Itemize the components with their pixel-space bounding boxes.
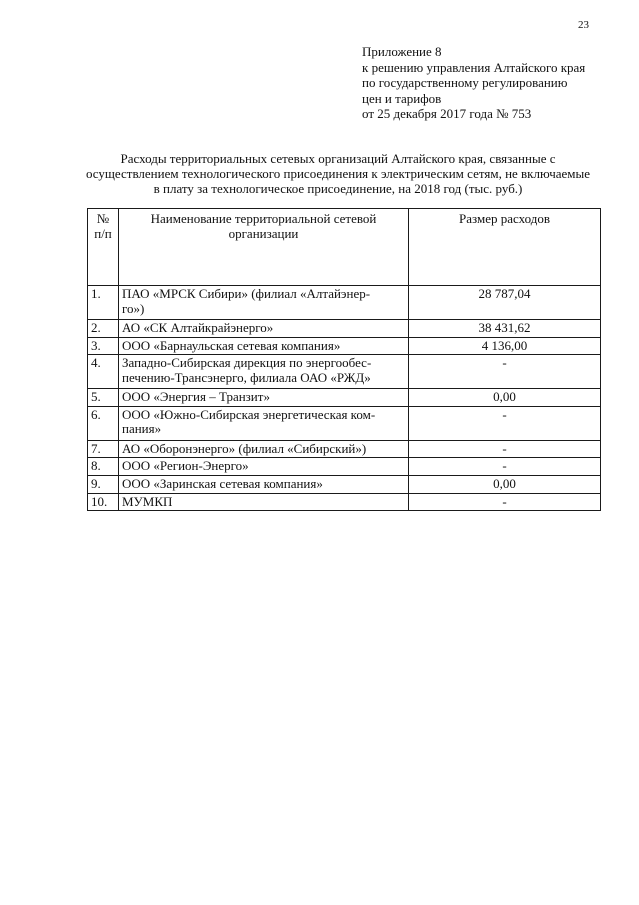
row-number: 2.	[88, 320, 119, 338]
row-organization: ООО «Заринская сетевая компания»	[119, 475, 409, 493]
row-number: 5.	[88, 389, 119, 407]
row-number: 7.	[88, 440, 119, 458]
table-header-row	[88, 209, 601, 286]
row-cost: 0,00	[409, 389, 601, 407]
row-organization-line: ООО «Южно-Сибирская энергетическая ком-	[122, 406, 376, 422]
row-organization-line: Западно-Сибирская дирекция по энергообес-	[122, 355, 372, 371]
row-number: 9.	[88, 475, 119, 493]
table-row	[88, 337, 601, 355]
row-number: 1.	[88, 286, 119, 320]
header-number	[88, 209, 119, 286]
page-number: 23	[578, 19, 589, 31]
row-organization: ООО «Регион-Энерго»	[119, 458, 409, 476]
row-organization-line: го»)	[122, 300, 145, 316]
row-number: 10.	[88, 493, 119, 511]
row-organization: АО «Оборонэнерго» (филиал «Сибирский»)	[119, 440, 409, 458]
row-cost: 4 136,00	[409, 337, 601, 355]
title-line: осуществлением технологического присоединения к электрическим сетям, не включаемые	[85, 165, 591, 181]
row-organization: ООО «Барнаульская сетевая компания»	[119, 337, 409, 355]
row-cost: 0,00	[409, 475, 601, 493]
row-number: 8.	[88, 458, 119, 476]
document-title	[78, 152, 598, 196]
row-number: 3.	[88, 337, 119, 355]
table-row	[88, 355, 601, 389]
row-organization-line: пания»	[122, 421, 162, 437]
row-cost: -	[409, 406, 601, 440]
header-number-line: п/п	[94, 225, 112, 241]
appendix-line: цен и тарифов	[362, 90, 442, 106]
row-number: 6.	[88, 406, 119, 440]
row-cost: 38 431,62	[409, 320, 601, 338]
table-row	[88, 406, 601, 440]
header-organization	[119, 209, 409, 286]
row-organization: ООО «Энергия – Транзит»	[119, 389, 409, 407]
appendix-line: к решению управления Алтайского края	[362, 59, 586, 75]
costs-table	[87, 208, 601, 511]
table-row	[88, 440, 601, 458]
table-row	[88, 475, 601, 493]
header-number-line: №	[96, 211, 110, 226]
table-row	[88, 286, 601, 320]
table-row	[88, 458, 601, 476]
appendix-line: Приложение 8	[362, 44, 442, 59]
row-number: 4.	[88, 355, 119, 389]
table-row	[88, 493, 601, 511]
row-cost: -	[409, 493, 601, 511]
appendix-line: по государственному регулированию	[362, 75, 568, 91]
appendix-line: от 25 декабря 2017 года № 753	[362, 106, 532, 122]
row-cost: -	[409, 355, 601, 389]
row-cost: -	[409, 440, 601, 458]
row-organization	[119, 406, 409, 440]
row-organization: МУМКП	[119, 493, 409, 511]
header-organization-line: Наименование территориальной сетевой	[150, 211, 377, 226]
header-cost: Размер расходов	[409, 209, 601, 286]
row-cost: 28 787,04	[409, 286, 601, 320]
table-row	[88, 320, 601, 338]
row-organization-line: печению-Трансэнерго, филиала ОАО «РЖД»	[122, 369, 371, 385]
appendix-block	[362, 44, 585, 122]
table-row	[88, 389, 601, 407]
header-organization-line: организации	[228, 225, 299, 241]
row-cost: -	[409, 458, 601, 476]
title-line: в плату за технологическое присоединение, на 2018 год (тыс. руб.)	[153, 180, 523, 196]
row-organization	[119, 286, 409, 320]
row-organization-line: ПАО «МРСК Сибири» (филиал «Алтайэнер-	[122, 286, 371, 301]
title-line: Расходы территориальных сетевых организаций Алтайского края, связанные с	[120, 151, 556, 166]
row-organization	[119, 355, 409, 389]
row-organization: АО «СК Алтайкрайэнерго»	[119, 320, 409, 338]
